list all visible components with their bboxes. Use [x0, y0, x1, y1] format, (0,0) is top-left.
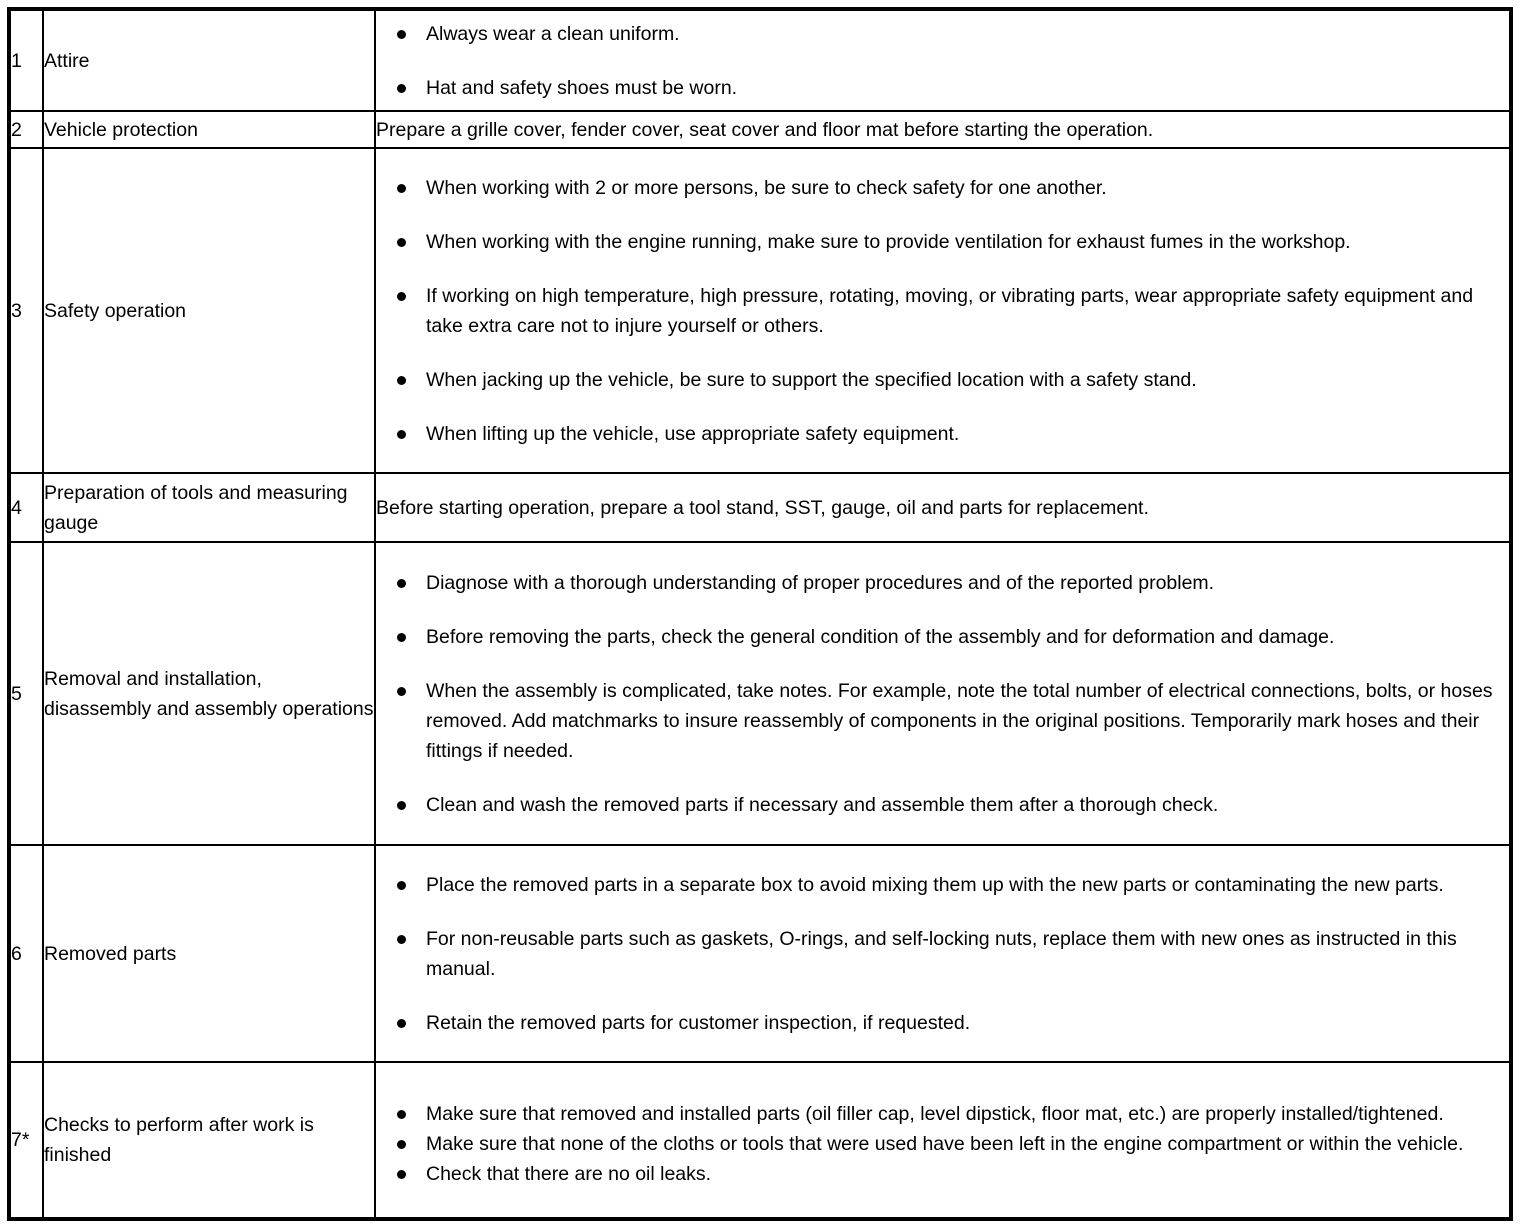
item-text: When working with the engine running, make sure to provide ventilation for exhaust fumes in the workshop. [426, 230, 1351, 253]
list-item [376, 173, 1509, 203]
bullet-icon [397, 1019, 406, 1028]
row-content: Before starting operation, prepare a tool stand, SST, gauge, oil and parts for replacement. [375, 473, 1511, 542]
list-item [376, 676, 1509, 766]
bullet-icon [397, 633, 406, 642]
bullet-icon [397, 801, 406, 810]
bullet-icon [397, 1170, 406, 1179]
table-row [9, 148, 1511, 473]
item-text: For non-reusable parts such as gaskets, O-rings, and self-locking nuts, replace them with new ones as instructed in this manual. [426, 927, 1457, 980]
row-category: Attire [43, 9, 375, 111]
list-item [376, 924, 1509, 984]
row-content [375, 9, 1511, 111]
item-text: Always wear a clean uniform. [426, 22, 680, 45]
table-row [9, 111, 1511, 148]
list-item [376, 419, 1509, 449]
list-item [376, 281, 1509, 341]
item-text: When working with 2 or more persons, be sure to check safety for one another. [426, 176, 1107, 199]
bullet-icon [397, 1140, 406, 1149]
bullet-icon [397, 430, 406, 439]
bullet-icon [397, 579, 406, 588]
row-number: 5 [9, 542, 43, 845]
table-row [9, 473, 1511, 542]
list-item [376, 790, 1509, 820]
item-text: Make sure that removed and installed parts (oil filler cap, level dipstick, floor mat, etc.) are properly installed/tightened. [426, 1102, 1444, 1125]
row-category: Removal and installation, disassembly and assembly operations [43, 542, 375, 845]
table-row [9, 9, 1511, 111]
row-number: 7* [9, 1062, 43, 1219]
list-item [376, 73, 1509, 103]
row-content [375, 845, 1511, 1062]
item-text: Check that there are no oil leaks. [426, 1162, 712, 1185]
list-item [376, 19, 1509, 49]
row-number: 1 [9, 9, 43, 111]
row-category: Vehicle protection [43, 111, 375, 148]
list-item [376, 227, 1509, 257]
item-text: Hat and safety shoes must be worn. [426, 76, 738, 99]
list-item [376, 1099, 1509, 1129]
item-text: Retain the removed parts for customer inspection, if requested. [426, 1011, 971, 1034]
table-row [9, 845, 1511, 1062]
bullet-icon [397, 376, 406, 385]
row-content: Prepare a grille cover, fender cover, seat cover and floor mat before starting the operation. [375, 111, 1511, 148]
bullet-icon [397, 881, 406, 890]
procedures-table [7, 7, 1513, 1221]
list-item [376, 622, 1509, 652]
row-number: 3 [9, 148, 43, 473]
row-category: Checks to perform after work is finished [43, 1062, 375, 1219]
item-text: Make sure that none of the cloths or tools that were used have been left in the engine compartment or within the vehicle. [426, 1132, 1464, 1155]
table-row [9, 1062, 1511, 1219]
bullet-icon [397, 935, 406, 944]
row-content [375, 148, 1511, 473]
row-number: 4 [9, 473, 43, 542]
item-text: If working on high temperature, high pressure, rotating, moving, or vibrating parts, wear appropriate safety equipment and take extra care not to injure yourself or others. [426, 284, 1474, 337]
row-number: 6 [9, 845, 43, 1062]
item-text: Place the removed parts in a separate box to avoid mixing them up with the new parts or contaminating the new parts. [426, 873, 1444, 896]
bullet-icon [397, 30, 406, 39]
table-row [9, 542, 1511, 845]
item-text: When lifting up the vehicle, use appropriate safety equipment. [426, 422, 960, 445]
list-item [376, 1008, 1509, 1038]
item-text: Before removing the parts, check the general condition of the assembly and for deformation and damage. [426, 625, 1335, 648]
row-content [375, 1062, 1511, 1219]
bullet-icon [397, 84, 406, 93]
list-item [376, 870, 1509, 900]
row-category: Preparation of tools and measuring gauge [43, 473, 375, 542]
list-item [376, 1159, 1509, 1189]
item-text: Clean and wash the removed parts if necessary and assemble them after a thorough check. [426, 793, 1219, 816]
item-text: When the assembly is complicated, take notes. For example, note the total number of electrical connections, bolts, or hoses removed. Add matchmarks to insure reassembly of components in the original positions. Temporarily mark hoses and their fittings if needed. [426, 679, 1493, 762]
bullet-icon [397, 238, 406, 247]
list-item [376, 568, 1509, 598]
list-item [376, 365, 1509, 395]
bullet-icon [397, 687, 406, 696]
bullet-icon [397, 184, 406, 193]
row-content [375, 542, 1511, 845]
list-item [376, 1129, 1509, 1159]
item-text: When jacking up the vehicle, be sure to support the specified location with a safety stand. [426, 368, 1197, 391]
bullet-icon [397, 292, 406, 301]
row-category: Safety operation [43, 148, 375, 473]
bullet-icon [397, 1110, 406, 1119]
row-category: Removed parts [43, 845, 375, 1062]
row-number: 2 [9, 111, 43, 148]
item-text: Diagnose with a thorough understanding of proper procedures and of the reported problem. [426, 571, 1215, 594]
